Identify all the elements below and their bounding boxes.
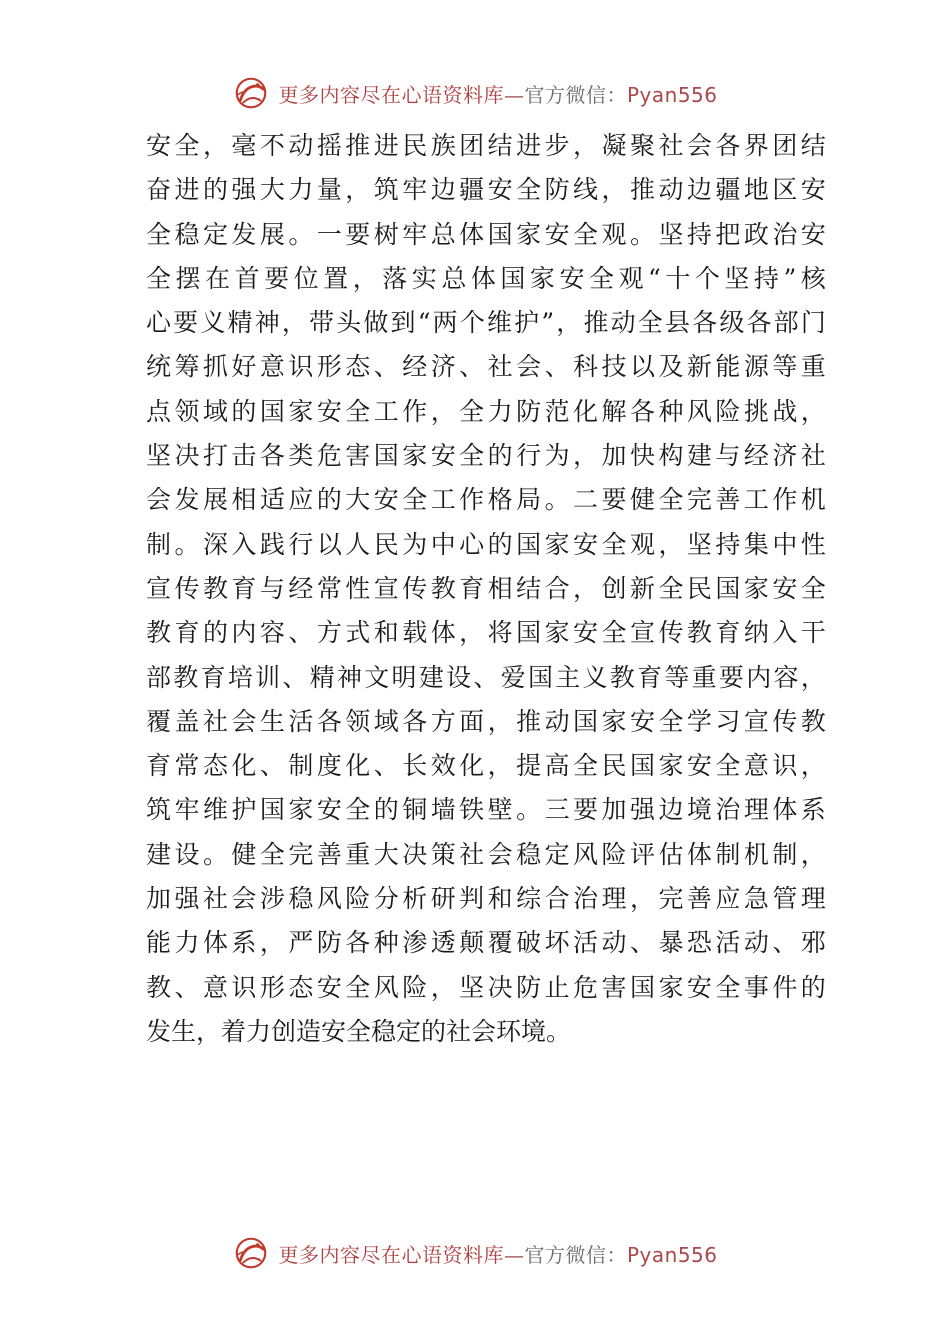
body-line: 会 发 展 相 适 应 的 大 安 全 工 作 格 局 。 二 要 健 全 完 善 工 作 机 xyxy=(146,485,826,515)
body-line: 教 、 意 识 形 态 安 全 风 险 ， 坚 决 防 止 危 害 国 家 安 全 事 件 的 xyxy=(146,972,826,1002)
footer-banner xyxy=(0,1231,950,1275)
body-line: 教 育 的 内 容 、 方 式 和 载 体 ， 将 国 家 安 全 宣 传 教 育 纳 入 干 xyxy=(146,618,826,648)
footer-wechat-id: Pyan556 xyxy=(626,1242,718,1267)
body-line: 建 设 。 健 全 完 善 重 大 决 策 社 会 稳 定 风 险 评 估 体 制 机 制 ， xyxy=(146,839,826,869)
body-line: 奋 进 的 强 大 力 量 ， 筑 牢 边 疆 安 全 防 线 ， 推 动 边 疆 地 区 安 xyxy=(146,175,826,205)
body-line: 筑 牢 维 护 国 家 安 全 的 铜 墙 铁 壁 。 三 要 加 强 边 境 治 理 体 系 xyxy=(146,795,826,825)
body-line: 宣 传 教 育 与 经 常 性 宣 传 教 育 相 结 合 ， 创 新 全 民 国 家 安 全 xyxy=(146,573,826,603)
header-site-name: 更多内容尽在心语资料库 xyxy=(278,82,504,107)
body-line: 能 力 体 系 ， 严 防 各 种 渗 透 颠 覆 破 坏 活 动 、 暴 恐 活 动 、 邪 xyxy=(146,928,826,958)
body-line: 制 。 深 入 践 行 以 人 民 为 中 心 的 国 家 安 全 观 ， 坚 持 集 中 性 xyxy=(146,529,826,559)
body-line: 安 全 ， 毫 不 动 摇 推 进 民 族 团 结 进 步 ， 凝 聚 社 会 各 界 团 结 xyxy=(146,131,826,160)
header-wechat-label: 官方微信： xyxy=(524,82,627,107)
body-line: 覆 盖 社 会 生 活 各 领 域 各 方 面 ， 推 动 国 家 安 全 学 习 宣 传 教 xyxy=(146,706,826,736)
header-banner xyxy=(0,71,950,115)
footer-site-name: 更多内容尽在心语资料库 xyxy=(278,1242,504,1267)
footer-wechat-label: 官方微信： xyxy=(524,1242,627,1267)
header-separator: — xyxy=(503,82,525,107)
body-line: 坚 决 打 击 各 类 危 害 国 家 安 全 的 行 为 ， 加 快 构 建 与 经 济 社 xyxy=(146,441,826,471)
body-line: 全 摆 在 首 要 位 置 ， 落 实 总 体 国 家 安 全 观 “ 十 个 坚 持 ” 核 xyxy=(146,263,826,293)
header-wechat-id: Pyan556 xyxy=(626,82,718,107)
document-body xyxy=(146,124,826,1054)
body-line: 育 常 态 化 、 制 度 化 、 长 效 化 ， 提 高 全 民 国 家 安 全 意 识 ， xyxy=(146,751,826,781)
xinyu-logo-icon xyxy=(232,74,270,112)
body-line: 心 要 义 精 神 ， 带 头 做 到 “ 两 个 维 护 ” ， 推 动 全 县 各 级 各 部 门 xyxy=(146,308,826,338)
body-line: 点 领 域 的 国 家 安 全 工 作 ， 全 力 防 范 化 解 各 种 风 险 挑 战 ， xyxy=(146,396,826,426)
body-line: 统 筹 抓 好 意 识 形 态 、 经 济 、 社 会 、 科 技 以 及 新 能 源 等 重 xyxy=(146,352,826,382)
header-text xyxy=(278,79,717,108)
body-line: 加 强 社 会 涉 稳 风 险 分 析 研 判 和 综 合 治 理 ， 完 善 应 急 管 理 xyxy=(146,884,826,914)
body-line-last: 发生，着力创造安全稳定的社会环境。 xyxy=(146,1016,572,1046)
body-line: 部 教 育 培 训 、 精 神 文 明 建 设 、 爱 国 主 义 教 育 等 重 要 内 容 ， xyxy=(146,662,826,692)
footer-separator: — xyxy=(503,1242,525,1267)
body-line: 全 稳 定 发 展 。 一 要 树 牢 总 体 国 家 安 全 观 。 坚 持 把 政 治 安 xyxy=(146,219,826,249)
footer-text xyxy=(278,1239,717,1268)
xinyu-logo-icon xyxy=(232,1234,270,1272)
